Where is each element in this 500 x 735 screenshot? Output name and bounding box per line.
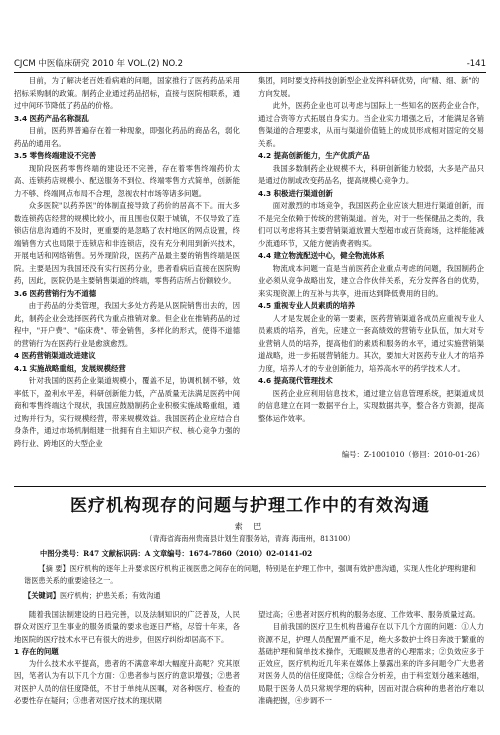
section-heading: 4.1 实施战略重组，发展规模经营 bbox=[14, 363, 126, 373]
article-title: 医疗机构现存的问题与护理工作中的有效沟通 bbox=[70, 496, 430, 516]
keywords-line bbox=[24, 591, 161, 601]
article-right-column bbox=[258, 609, 484, 729]
paragraph: 医药企业应利用信息技术，通过建立信息管理系统，把渠道成员的信息建立在同一数据平台上，实现数据共享，整合各方资源，提高整体运作效率。 bbox=[258, 388, 484, 423]
left-column bbox=[14, 75, 240, 477]
section-heading: 3.6 医药营销行为不道德 bbox=[14, 288, 97, 298]
paragraph: 望过高；④患者对医疗机构的服务态度、工作效率、服务质量过高。 bbox=[258, 610, 480, 619]
paragraph: 我国多数制药企业规模不大，科研创新能力较弱，大多是产品只是通过仿制或改变药品名，提高规模心竞争力。 bbox=[258, 163, 484, 185]
page-number: -141 bbox=[466, 59, 486, 69]
classification-line: 中图分类号：R47 文献标识码：A 文章编号：1674-7860（2010）02-0141-02 bbox=[40, 549, 313, 558]
article-left-column bbox=[14, 609, 240, 729]
section-heading: 4.2 提高创新能力，生产优质产品 bbox=[258, 151, 370, 160]
running-header bbox=[14, 56, 486, 73]
section-heading: 3.4 医药产品名称混乱 bbox=[14, 113, 89, 123]
article-number: 编号：Z-1001010（修回：2010-01-26） bbox=[341, 450, 484, 459]
section-heading: 4.4 建立物流配送中心，健全物流体系 bbox=[258, 251, 385, 260]
paragraph: 人才是发展企业的第一要素，医药营销渠道各成员应重视专业人员素质的培养，首先，应建立一套高绩效的营销专业队伍，加大对专业营销人员的培养，提高他们的素质和服务的水平，通过实施营销渠道战略，进一步拓展营销能力。其次，要加大对医药专业人才的培养力度，培养人才的专业创新能力，培养高水平的药学技术人才。 bbox=[258, 313, 484, 373]
paragraph: 为什么技术水平提高，患者的不满意率却大幅度升高呢？究其原因，笔者认为有以下几个方面：①患者参与医疗的意识增强；②患者对医护人员的信任度降低，不甘于单纯从医嘱，对各种医疗、检查的必要性存在疑问；③患者对医疗技术的现状期 bbox=[14, 659, 240, 706]
author-affiliation: （青海省海南州贵南县计划生育服务站，青海 海南州，813100） bbox=[145, 534, 355, 543]
keywords-label: 【关键词】 bbox=[24, 591, 60, 600]
abstract: 【摘 要】医疗机构的逐年上升要求医疗机构正视医患之间存在的问题，特别是在护理工作中，强调有效护患沟通，实现人性化护理构建和谐医患关系的重要途径之一。 bbox=[24, 564, 476, 585]
section-heading: 4.5 重视专业人员素质的培养 bbox=[258, 301, 355, 310]
paragraph: 此外，医药企业也可以考虑与国际上一些知名的医药企业合作，通过合资等方式拓展自身实力。当企业实力增强之后，才能满足各销售渠道的合理要求，从而与渠道价值链上的成员形成相对固定的交易关系。 bbox=[258, 101, 484, 148]
section-heading: 4.3 积极进行渠道创新 bbox=[258, 188, 333, 198]
paragraph: 面对激烈的市场竞争，我国医药企业应该大胆进行渠道创新，而不是完全依赖于传统的营销渠道。首先，对于一些保健品之类的，我们可以考虑将其主要营销渠道放置大型超市或百货商场，这样能能减少流通环节，又能方便消费者购买。 bbox=[258, 201, 484, 248]
paragraph: 众多医院"以药养医"的体制直接导致了药价的居高不下。而大多数连锁药店经营的规模比较小，而且围也仅限于城镇，不仅导致了连锁店信息沟通的不及时，更重要的是忽略了农村地区的网点设置，终端销售方式也局限于连锁店和非连锁店，没有充分利用到新兴技术，开展电话和网络销售。另外现阶段，医药产品最主要的销售终端是医院。主要是因为我国还没有实行医药分业，患者看病后直接在医院购药，因此，医院仍是主要销售渠道的终端，零售药店所占份额较少。 bbox=[14, 201, 240, 285]
section-heading: 4.6 提高现代管理技术 bbox=[258, 376, 333, 385]
paragraph: 目前，为了解决老百姓看病难的问题，国家推行了医药药品采用招标采购制的政策。制药企业通过药品招标，直接与医院相联系，通过中间环节降低了药品的价格。 bbox=[14, 76, 240, 110]
section-heading: 3.5 零售终端建设不完善 bbox=[14, 151, 97, 160]
section-heading: 4 医药营销渠道改进建议 bbox=[14, 351, 96, 360]
paragraph: 目前我国的医疗卫生机构普遍存在以下几个方面的问题：①人力资源不足，护理人员配置严重不足，绝大多数护士终日奔波于繁重的基础护理和简单技术操作，无暇顾及患者的心理需求；②负效应多于正效应，医疗机构近几年来在媒体上暴露出来的许多问题令广大患者对医务人员的信任度降低；③综合分析差，由于科室划分越来越细，局限于医务人员只常规学理的病种，因而对混合病种的患者治疗难以准确把握，④步调不一 bbox=[258, 622, 484, 706]
paragraph: 随着我国法制建设的日趋完善，以及法制知识的广泛普及，人民群众对医疗卫生事业的服务质量的要求也逐日严格，尽管十年来，各地医院的医疗技术水平已有很大的进步，但医疗纠纷却居高不下。 bbox=[14, 610, 240, 644]
journal-header-left: CJCM 中医临床研究 2010 年 VOL.(2) NO.2 bbox=[14, 59, 184, 69]
paragraph: 针对我国的医药企业渠道规模小，覆盖不足，协调机制不够，效率低下，盈利水平差，科研创新能力低，产品质量无法满足医药中间商和零售终端这个现状，我国应鼓励制药企业积极实施战略重组，通过购并行为，实行规模经营，带来规模效益。我国医药企业应结合自身条件，通过市场机制组建一批拥有自主知识产权、核心竞争力强的跨行业、跨地区的大型企业 bbox=[14, 376, 240, 448]
paragraph: 由于药品的分类管理，我国大多处方药是从医院销售出去的，因此，制药企业会选择医药代为重点推销对象。但企业在推销药品的过程中，"开户费"、"临床费"、带金销售，多样化的形式，使得不道德的营销行为在医药行业是愈演愈烈。 bbox=[14, 301, 240, 348]
paragraph: 物流成本问题一直是当前医药企业重点考虑的问题，我国制药企业必须从竞争战略出发，建立合作伙伴关系，充分发挥各自的优势，来实现资源上的互补与共享，进而达到降低费用的目的。 bbox=[258, 263, 484, 298]
paragraph: 集团，同时要支持科技创新型企业发挥科研优势，向"精、细、新"的方向发展。 bbox=[258, 76, 480, 98]
section-heading: 1 存在的问题 bbox=[14, 646, 59, 656]
article-divider bbox=[14, 486, 486, 487]
article-author: 索 巴 bbox=[234, 522, 266, 531]
paragraph: 现阶段医药零售终端的建设还不完善，存在着零售终端药价太高、连锁药店规模小、配送服务不到位、终端零售方式简单，创新能力不够、终端网点布局不合理，忽视农村市场等诸多问题。 bbox=[14, 163, 240, 198]
right-column bbox=[258, 75, 484, 477]
paragraph: 目前，医药界普遍存在着一种现象，即强化药品的商品名，弱化药品的通用名。 bbox=[14, 126, 240, 148]
keywords-text: 医疗机构；护患关系；有效沟通 bbox=[59, 591, 161, 600]
